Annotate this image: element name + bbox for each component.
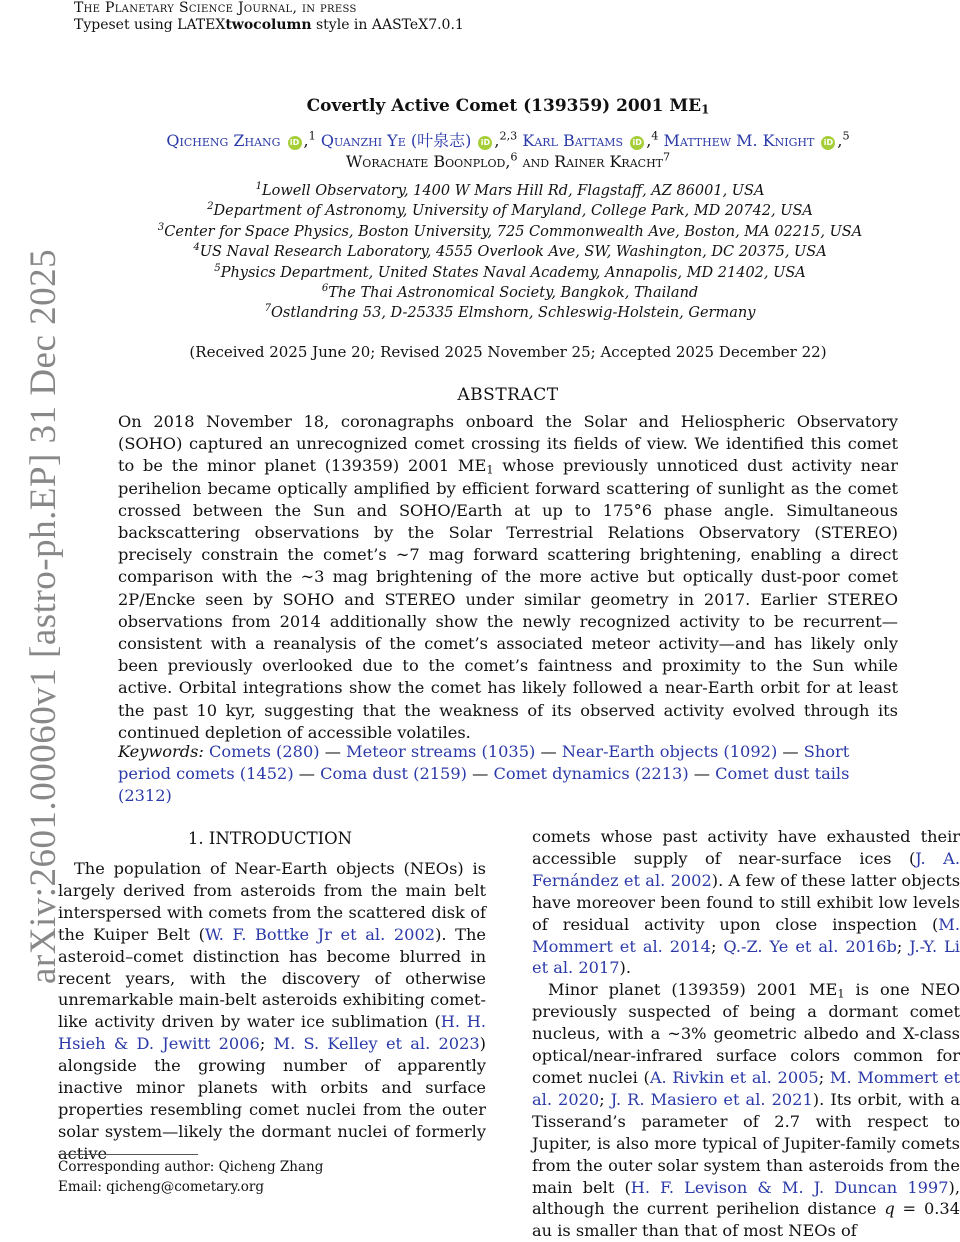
keyword-link[interactable]: Short period comets (1452) bbox=[118, 742, 850, 783]
running-header bbox=[74, 0, 464, 34]
abstract-heading: ABSTRACT bbox=[457, 385, 559, 405]
citation-link[interactable]: W. F. Bottke Jr et al. 2002 bbox=[204, 924, 436, 944]
footnote-rule bbox=[58, 1154, 198, 1155]
footnote bbox=[58, 1158, 323, 1197]
author-name[interactable]: Quanzhi Ye (叶泉志) bbox=[320, 131, 472, 150]
keyword-link[interactable]: Comet dynamics (2213) bbox=[493, 764, 689, 783]
citation-link[interactable]: A. Rivkin et al. 2005 bbox=[649, 1067, 819, 1087]
orcid-icon[interactable]: iD bbox=[821, 136, 835, 150]
paragraph: The population of Near-Earth objects (NEOs) is largely derived from asteroids from the main belt interspersed with comets from the scattered disk of the Kuiper Belt (W. F. Bottke Jr et al. 2002). The asteroid–comet distinction has become blurred in recent years, with the discovery of otherwise unremarkable main-belt asteroids exhibiting comet-like activity driven by water ice sublimation (H. H. Hsieh & D. Jewitt 2006; M. S. Kelley et al. 2023) alongside the growing number of apparently inactive minor planets with orbits and surface properties resembling comet nuclei from the outer solar system—likely the dormant nuclei of formerly active bbox=[58, 859, 486, 1163]
affiliation: $^2$Department of Astronomy, University of Maryland, College Park, MD 20742, USA bbox=[207, 201, 813, 220]
orcid-icon[interactable]: iD bbox=[478, 136, 492, 150]
keyword-link[interactable]: Near-Earth objects (1092) bbox=[561, 742, 778, 761]
author-name: and Rainer Kracht bbox=[522, 152, 663, 171]
received-dates: (Received 2025 June 20; Revised 2025 November 25; Accepted 2025 December 22) bbox=[189, 343, 827, 361]
citation-link[interactable]: J.-Y. Li et al. 2017 bbox=[532, 936, 960, 978]
orcid-icon[interactable]: iD bbox=[288, 136, 302, 150]
citation-link[interactable]: M. Mommert et al. 2020 bbox=[532, 1067, 960, 1109]
corresponding-author: Corresponding author: Qicheng Zhang bbox=[58, 1159, 324, 1175]
citation-link[interactable]: H. H. Hsieh & D. Jewitt 2006 bbox=[58, 1012, 486, 1054]
keyword-link[interactable]: Meteor streams (1035) bbox=[346, 742, 536, 761]
typeset-line: Typeset using LATEXtwocolumn style in AASTeX7.0.1 bbox=[74, 17, 464, 33]
paragraph: comets whose past activity have exhausted their accessible supply of near-surface ices (J. A. Fernández et al. 2002). A few of these latter objects have moreover been found to still exhibit low levels of residual activity upon close inspection (M. Mommert et al. 2014; Q.-Z. Ye et al. 2016b; J.-Y. Li et al. 2017). bbox=[532, 827, 960, 978]
author-list: Qicheng Zhang iD ,$^1$ Quanzhi Ye (叶泉志) iD ,$^{2,3}$ Karl Battams iD ,$^4$ Matthew M. Knight iD ,$^5$ Worachate Boonplod,$^6$ and Rainer Kracht$^7$ bbox=[166, 129, 850, 171]
author-name: Worachate Boonplod bbox=[345, 152, 506, 171]
citation-link[interactable]: J. R. Masiero et al. 2021 bbox=[610, 1089, 813, 1109]
affiliation: $^3$Center for Space Physics, Boston University, 725 Commonwealth Ave, Boston, MA 02215, USA bbox=[157, 221, 863, 240]
paper-title: Covertly Active Comet (139359) 2001 $ME_1$ bbox=[306, 96, 710, 117]
keyword-link[interactable]: Comets (280) bbox=[209, 742, 320, 761]
paragraph: Minor planet (139359) 2001 $ME_1$ is one NEO previously suspected of being a dormant comet nucleus, with a ∼3% geometric albedo and X-class optical/near-infrared surface colors common for comet nuclei (A. Rivkin et al. 2005; M. Mommert et al. 2020; J. R. Masiero et al. 2021). Its orbit, with a Tisserand’s parameter of 2.7 with respect to Jupiter, is also more typical of Jupiter-family comets from the outer solar system than asteroids from the main belt (H. F. Levison & M. J. Duncan 1997), although the current perihelion distance q = 0.34 au is smaller than that of most NEOs of bbox=[532, 980, 960, 1241]
affiliation: $^6$The Thai Astronomical Society, Bangkok, Thailand bbox=[321, 283, 699, 302]
keyword-link[interactable]: Coma dust (2159) bbox=[320, 764, 467, 783]
author-name[interactable]: Qicheng Zhang bbox=[166, 131, 281, 150]
affiliation: $^1$Lowell Observatory, 1400 W Mars Hill Rd, Flagstaff, AZ 86001, USA bbox=[255, 181, 765, 199]
section-heading: 1. INTRODUCTION bbox=[187, 829, 353, 848]
affiliation: $^5$Physics Department, United States Naval Academy, Annapolis, MD 21402, USA bbox=[214, 262, 806, 281]
latex-logo: LATEX bbox=[177, 17, 226, 33]
email[interactable]: Email: qicheng@cometary.org bbox=[58, 1178, 264, 1195]
keyword-link[interactable]: Comet dust tails (2312) bbox=[118, 764, 850, 805]
keywords-label: Keywords: bbox=[118, 742, 204, 761]
left-column bbox=[58, 858, 486, 1165]
citation-link[interactable]: Q.-Z. Ye et al. 2016b bbox=[723, 936, 897, 956]
citation-link[interactable]: J. A. Fernández et al. 2002 bbox=[532, 848, 960, 890]
author-name[interactable]: Matthew M. Knight bbox=[663, 131, 815, 150]
orcid-icon[interactable]: iD bbox=[630, 136, 644, 150]
abstract-text: On 2018 November 18, coronagraphs onboard the Solar and Heliospheric Observatory (SOHO) captured an unrecognized comet crossing its fields of view. We identified this comet to be the minor planet (139359) 2001 $ME_1$ whose previously unnoticed dust activity near perihelion became optically amplified by efficient forward scattering of sunlight as the comet crossed between the Sun and SOHO/Earth at up to 175°6 phase angle. Simultaneous backscattering observations by the Solar Terrestrial Relations Observatory (STEREO) precisely constrain the comet’s ∼7 mag forward scattering brightening, enabling a direct comparison with the ∼3 mag brightening of the more active but optically dust-poor comet 2P/Encke seen by SOHO and STEREO under similar geometry in 2017. Earlier STEREO observations from 2014 additionally show the newly recognized activity to be recurrent—consistent with a reanalysis of the comet’s associated meteor activity—and has likely only been previously overlooked due to the comet’s faintness and proximity to the Sun while active. Orbital integrations show the comet has likely followed a near-Earth orbit for at least the past 10 kyr, suggesting that the weakness of its observed activity evolved through its continued depletion of accessible volatiles. bbox=[118, 412, 898, 742]
citation-link[interactable]: M. Mommert et al. 2014 bbox=[532, 914, 960, 956]
citation-link[interactable]: H. F. Levison & M. J. Duncan 1997 bbox=[630, 1177, 949, 1197]
arxiv-sidebar-stamp: arXiv:2601.00060v1 [astro-ph.EP] 31 Dec 2025 bbox=[23, 248, 64, 984]
author-name[interactable]: Karl Battams bbox=[522, 131, 624, 150]
keywords: Keywords: Comets (280) — Meteor streams (1035) — Near-Earth objects (1092) — Short period comets (1452) — Coma dust (2159) — Comet dynamics (2213) — Comet dust tails (2312) bbox=[118, 742, 850, 805]
affiliation: $^4$US Naval Research Laboratory, 4555 Overlook Ave, SW, Washington, DC 20375, USA bbox=[193, 242, 827, 261]
affiliation-list bbox=[120, 181, 900, 324]
journal-name: The Planetary Science Journal, in press bbox=[74, 0, 357, 16]
citation-link[interactable]: M. S. Kelley et al. 2023 bbox=[273, 1034, 480, 1054]
affiliation: $^7$Ostlandring 53, D-25335 Elmshorn, Schleswig-Holstein, Germany bbox=[264, 303, 756, 322]
right-column bbox=[532, 826, 960, 1242]
